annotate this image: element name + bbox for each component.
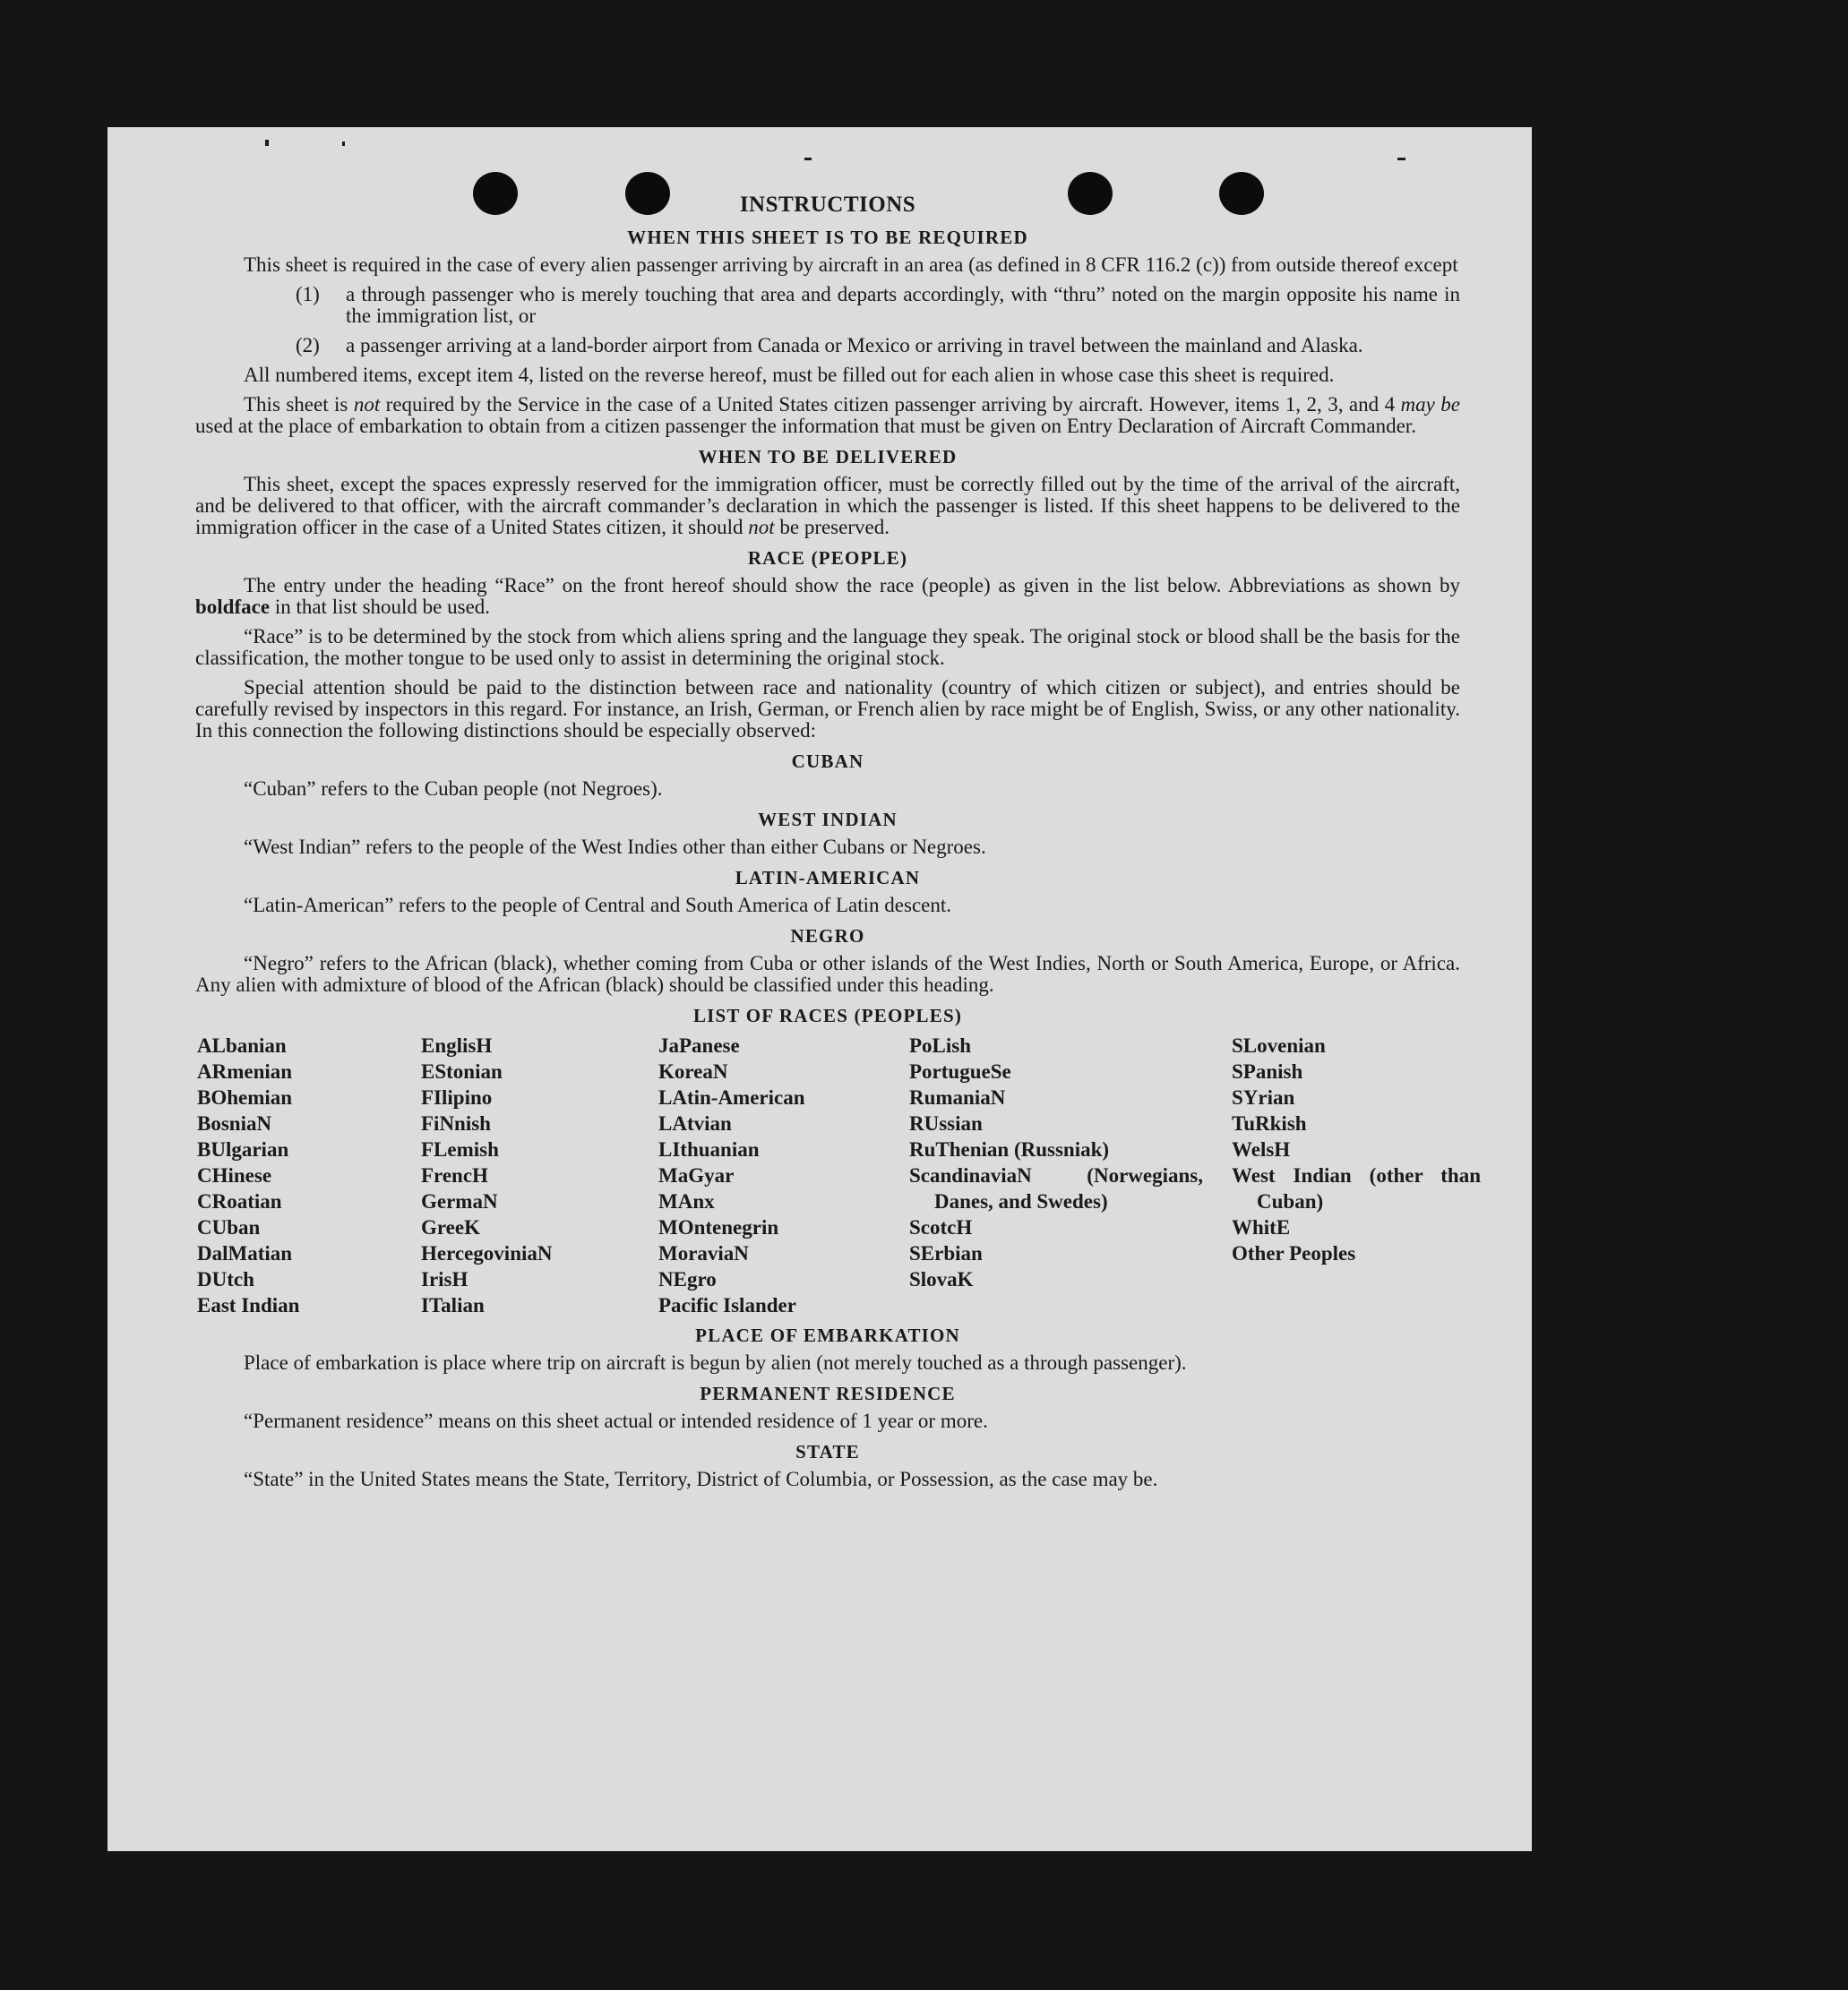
race-entry: East Indian — [197, 1294, 300, 1317]
paragraph: “Negro” refers to the African (black), whether coming from Cuba or other islands of the West Indies, North or South America, Europe, or Africa. Any alien with admixture of blood of the African (black) should be classified under this heading. — [195, 952, 1460, 996]
race-entry: ScandinaviaN (Norwegians, Danes, and Swedes) — [909, 1164, 1203, 1213]
heading-west-indian: WEST INDIAN — [758, 809, 898, 830]
races-column — [1232, 1033, 1481, 1318]
race-entry: DalMatian — [197, 1242, 293, 1265]
document-sheet — [107, 127, 1532, 1851]
race-entry: GreeK — [421, 1216, 480, 1239]
race-entry: RumaniaN — [909, 1086, 1006, 1109]
race-entry: Other Peoples — [1232, 1242, 1356, 1265]
races-column — [909, 1033, 1232, 1318]
paragraph — [195, 575, 1460, 618]
item-text: a through passenger who is merely touching that area and departs accordingly, with “thru” noted on the margin opposite his name in the immigration list, or — [346, 283, 1460, 327]
race-entry: SlovaK — [909, 1268, 974, 1291]
item-text: a passenger arriving at a land-border airport from Canada or Mexico or arriving in travel between the mainland and Alaska. — [346, 334, 1363, 356]
race-entry: JaPanese — [658, 1034, 740, 1057]
race-entry: ARmenian — [197, 1060, 293, 1083]
race-entry: LAtvian — [658, 1112, 732, 1135]
races-list — [197, 1033, 1481, 1318]
paragraph: “Permanent residence” means on this sheet actual or intended residence of 1 year or more. — [244, 1410, 988, 1432]
race-entry: SErbian — [909, 1242, 983, 1265]
race-entry: FLemish — [421, 1138, 499, 1161]
race-entry: PortugueSe — [909, 1060, 1011, 1083]
race-entry: West Indian (other than Cuban) — [1232, 1164, 1481, 1213]
race-entry: EStonian — [421, 1060, 503, 1083]
race-entry: ITalian — [421, 1294, 485, 1317]
race-entry: RUssian — [909, 1112, 983, 1135]
race-entry: MAnx — [658, 1190, 715, 1213]
race-entry: HercegoviniaN — [421, 1242, 553, 1265]
race-entry: TuRkish — [1232, 1112, 1307, 1135]
punch-hole — [1068, 172, 1113, 215]
race-entry: MOntenegrin — [658, 1216, 779, 1239]
race-entry: BUlgarian — [197, 1138, 289, 1161]
race-entry: WelsH — [1232, 1138, 1291, 1161]
paragraph — [195, 474, 1460, 538]
italic-text: not — [748, 516, 775, 538]
heading-state: STATE — [795, 1441, 860, 1462]
race-entry: BosniaN — [197, 1112, 272, 1135]
text: be preserved. — [774, 516, 890, 538]
race-entry: SLovenian — [1232, 1034, 1326, 1057]
paragraph: Special attention should be paid to the distinction between race and nationality (country of which citizen or subject), and entries should be carefully revised by inspectors in this regard. For instance, an Irish, German, or French alien by race might be of English, Swiss, or any other nationality. In this connection the following distinctions should be especially observed: — [195, 676, 1460, 742]
race-entry: WhitE — [1232, 1216, 1291, 1239]
list-item — [296, 335, 1460, 356]
race-entry: EnglisH — [421, 1034, 493, 1057]
page-title: INSTRUCTIONS — [739, 193, 916, 217]
race-entry: SYrian — [1232, 1086, 1295, 1109]
punch-hole — [625, 172, 670, 215]
speck — [265, 140, 269, 146]
paragraph: “West Indian” refers to the people of the West Indies other than either Cubans or Negroes. — [244, 836, 986, 858]
race-entry: GermaN — [421, 1190, 498, 1213]
race-entry: KoreaN — [658, 1060, 728, 1083]
italic-text: not — [353, 393, 381, 416]
punch-hole — [473, 172, 518, 215]
punch-hole — [1219, 172, 1264, 215]
race-entry: ScotcH — [909, 1216, 973, 1239]
text: used at the place of embarkation to obtain from a citizen passenger the information that must be given on Entry Declaration of Aircraft Commander. — [195, 415, 1416, 437]
speck — [342, 142, 345, 146]
race-entry: MoraviaN — [658, 1242, 749, 1265]
paragraph: “Latin-American” refers to the people of Central and South America of Latin descent. — [244, 894, 951, 916]
paragraph: “Cuban” refers to the Cuban people (not Negroes). — [244, 777, 663, 800]
text: The entry under the heading “Race” on the front hereof should show the race (people) as given in the list below. Abbreviations as shown by — [244, 574, 1460, 596]
heading-when-required: WHEN THIS SHEET IS TO BE REQUIRED — [627, 227, 1028, 248]
race-entry: CHinese — [197, 1164, 272, 1187]
bold-text: boldface — [195, 596, 271, 618]
races-column — [421, 1033, 658, 1318]
paragraph: All numbered items, except item 4, listed on the reverse hereof, must be filled out for each alien in whose case this sheet is required. — [244, 364, 1335, 386]
heading-negro: NEGRO — [790, 925, 865, 947]
race-entry: ALbanian — [197, 1034, 287, 1057]
race-entry: BOhemian — [197, 1086, 293, 1109]
races-column — [658, 1033, 909, 1318]
heading-when-delivered: WHEN TO BE DELIVERED — [698, 446, 958, 467]
heading-list-of-races: LIST OF RACES (PEOPLES) — [692, 1005, 963, 1026]
speck — [1397, 158, 1405, 160]
race-entry: CUban — [197, 1216, 261, 1239]
speck — [804, 158, 812, 160]
heading-place-of-embarkation: PLACE OF EMBARKATION — [695, 1325, 960, 1346]
race-entry: FiNnish — [421, 1112, 491, 1135]
italic-text: may be — [1400, 393, 1460, 416]
text: This sheet, except the spaces expressly reserved for the immigration officer, must be correctly filled out by the time of the arrival of the aircraft, and be delivered to that officer, with the aircraft commander’s declaration in which the passenger is listed. If this sheet happens to be delivered to the immigration officer in the case of a United States citizen, it should — [195, 473, 1460, 538]
paragraph: Place of embarkation is place where trip on aircraft is begun by alien (not merely touched as a through passenger). — [244, 1351, 1187, 1374]
races-column — [197, 1033, 421, 1318]
heading-latin-american: LATIN-AMERICAN — [735, 867, 921, 888]
heading-race: RACE (PEOPLE) — [747, 547, 908, 569]
race-entry: RuThenian (Russniak) — [909, 1138, 1110, 1161]
heading-cuban: CUBAN — [791, 751, 864, 772]
race-entry: LIthuanian — [658, 1138, 760, 1161]
race-entry: FrencH — [421, 1164, 488, 1187]
item-number: (1) — [296, 283, 320, 305]
paragraph: “Race” is to be determined by the stock from which aliens spring and the language they speak. The original stock or blood shall be the basis for the classification, the mother tongue to be used only to assist in determining the original stock. — [195, 625, 1460, 669]
race-entry: CRoatian — [197, 1190, 282, 1213]
item-number: (2) — [296, 334, 320, 356]
race-entry: LAtin-American — [658, 1086, 805, 1109]
text: in that list should be used. — [270, 596, 491, 618]
race-entry: NEgro — [658, 1268, 717, 1291]
race-entry: IrisH — [421, 1268, 468, 1291]
race-entry: DUtch — [197, 1268, 254, 1291]
text: This sheet is — [244, 393, 354, 416]
paragraph — [195, 394, 1460, 437]
heading-permanent-residence: PERMANENT RESIDENCE — [700, 1383, 956, 1404]
paragraph: This sheet is required in the case of every alien passenger arriving by aircraft in an area (as defined in 8 CFR 116.2 (c)) from outside thereof except — [244, 253, 1458, 276]
text: required by the Service in the case of a United States citizen passenger arriving by aircraft. However, items 1, 2, 3, and 4 — [380, 393, 1401, 416]
paragraph: “State” in the United States means the State, Territory, District of Columbia, or Possession, as the case may be. — [244, 1468, 1158, 1490]
race-entry: MaGyar — [658, 1164, 735, 1187]
race-entry: FIlipino — [421, 1086, 493, 1109]
race-entry: PoLish — [909, 1034, 972, 1057]
race-entry: Pacific Islander — [658, 1294, 796, 1317]
race-entry: SPanish — [1232, 1060, 1303, 1083]
list-item — [296, 284, 1460, 327]
